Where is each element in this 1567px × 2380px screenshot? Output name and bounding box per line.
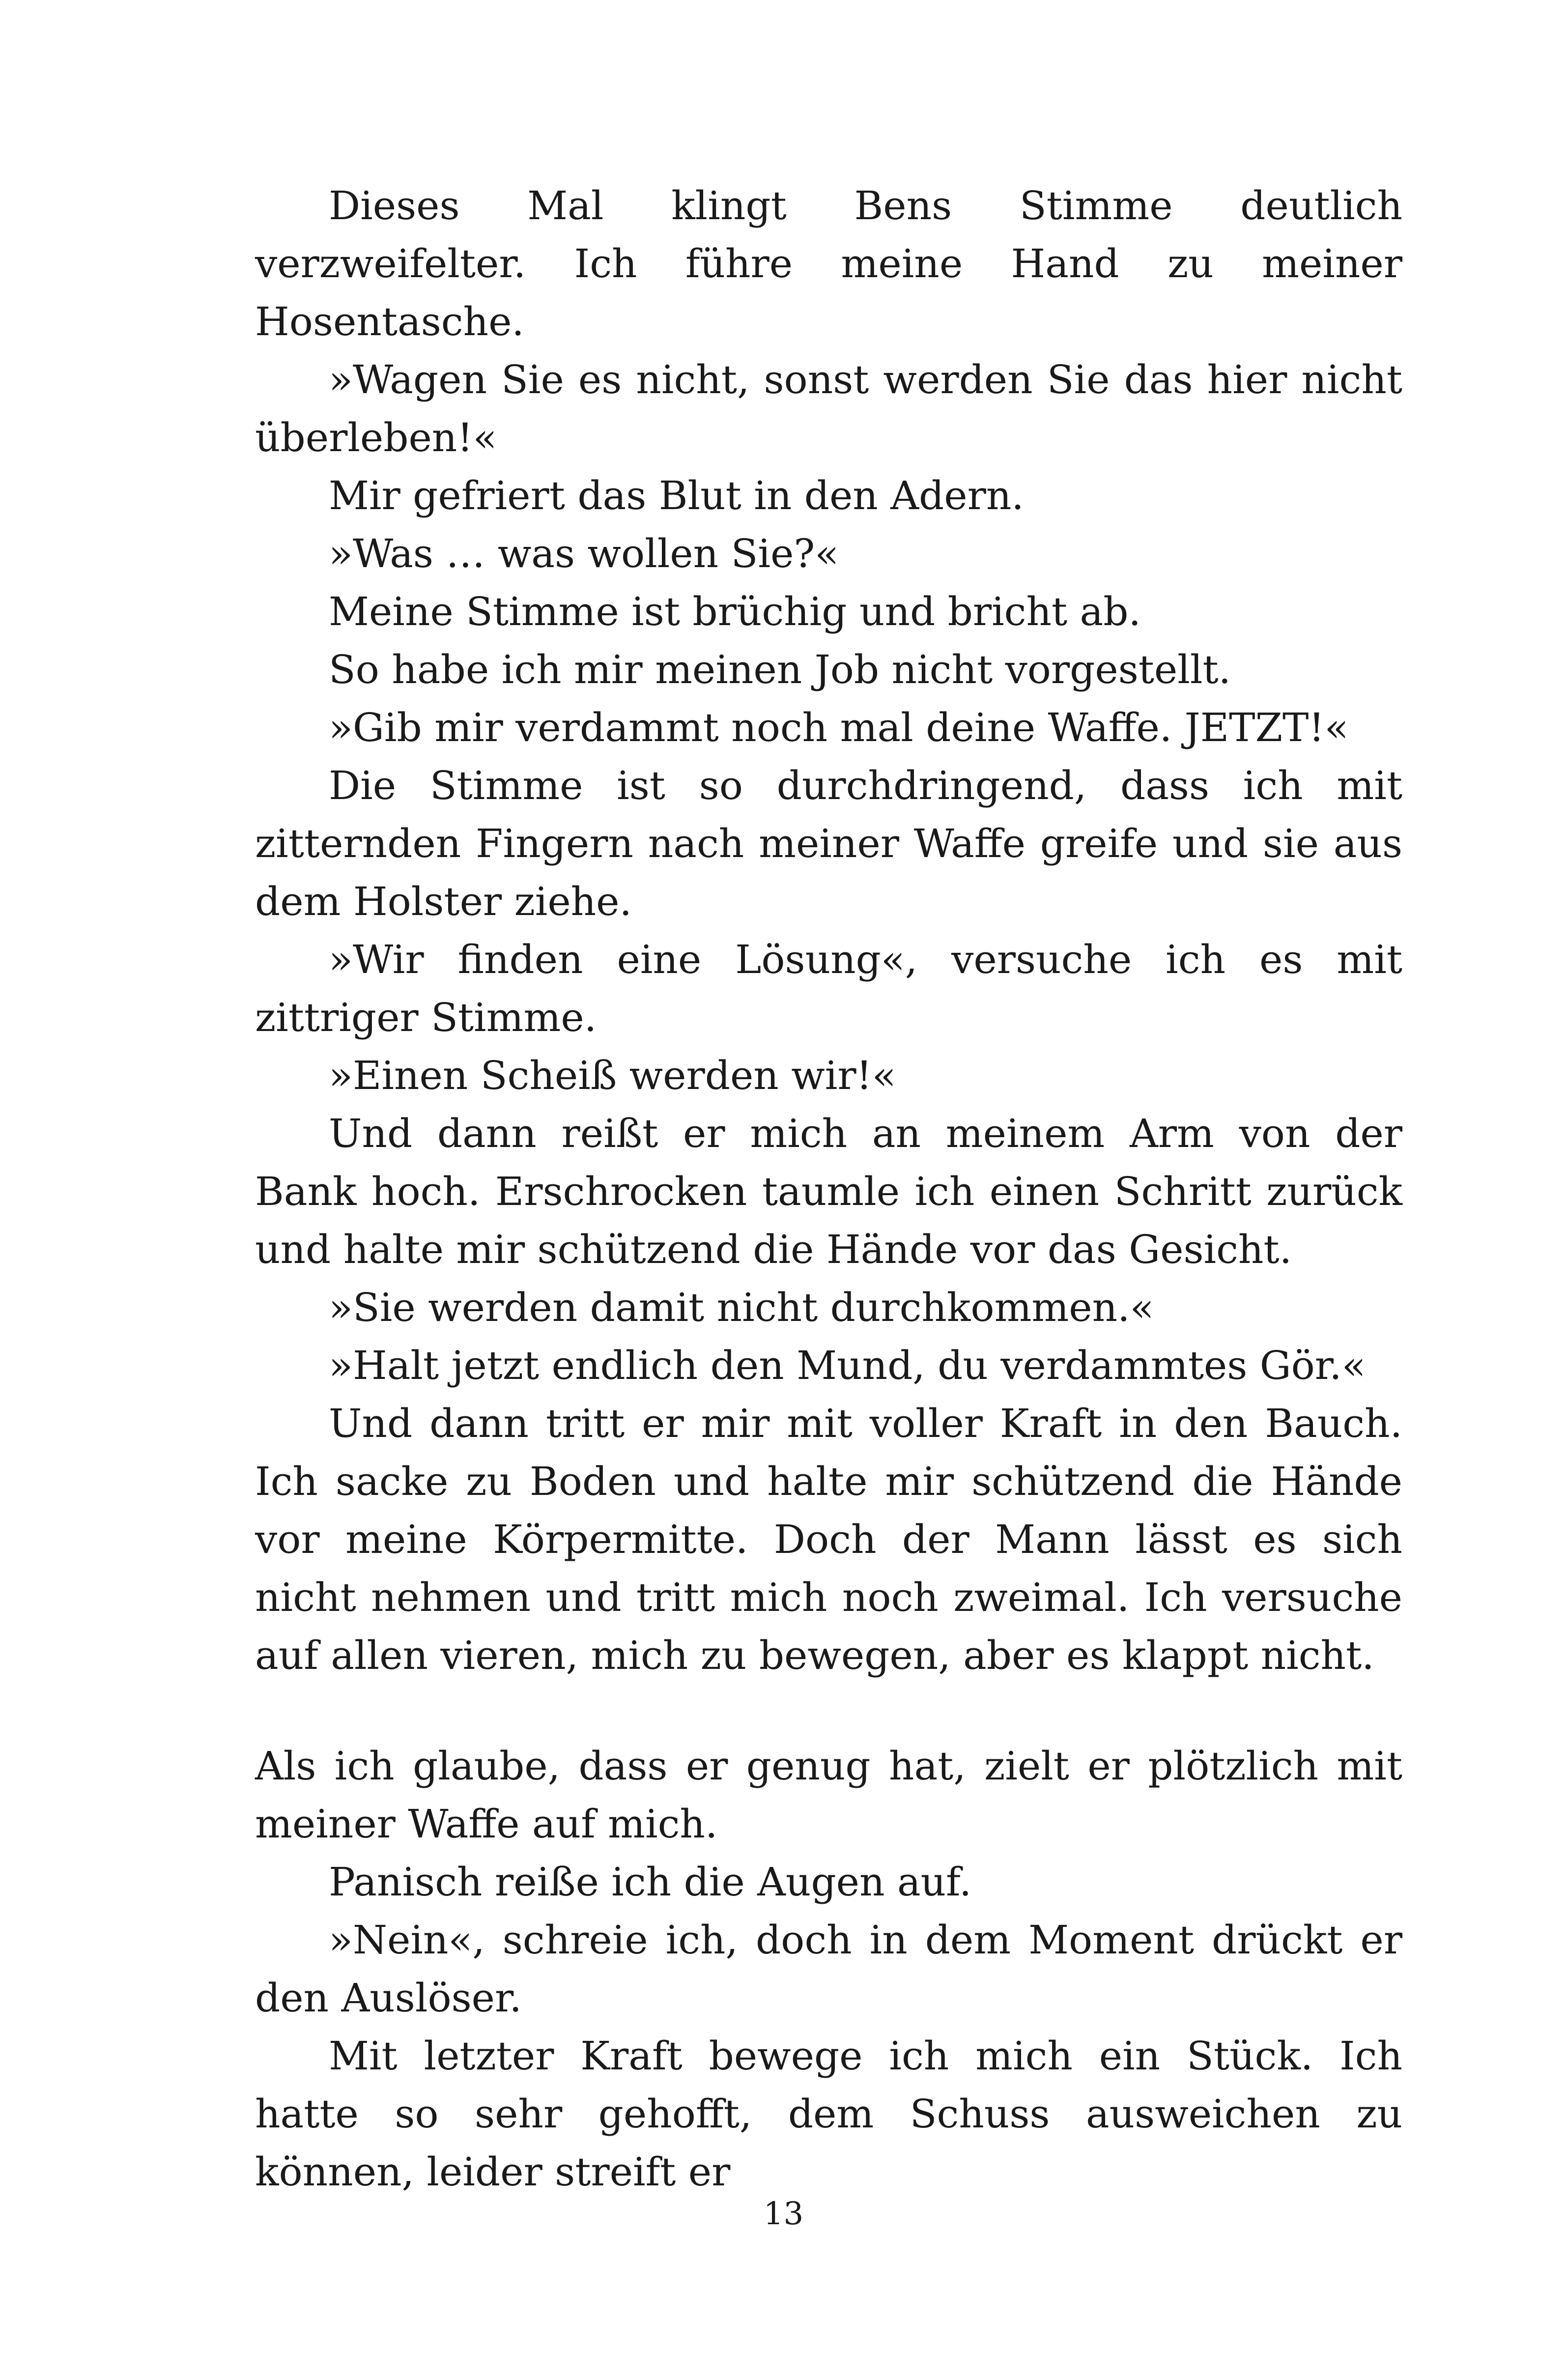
paragraph: Mir gefriert das Blut in den Adern.: [329, 473, 1024, 518]
paragraph: »Gib mir verdammt noch mal deine Waffe. JETZT!«: [329, 705, 1349, 750]
paragraph: »Halt jetzt endlich den Mund, du verdammtes Gör.«: [329, 1343, 1366, 1388]
paragraph: So habe ich mir meinen Job nicht vorgestellt.: [329, 647, 1231, 692]
paragraph: »Wir finden eine Lösung«, versuche ich es mit zittriger Stimme.: [255, 937, 1402, 1040]
paragraph: Meine Stimme ist brüchig und bricht ab.: [329, 589, 1141, 634]
paragraph: »Sie werden damit nicht durchkommen.«: [329, 1285, 1154, 1330]
paragraph: Die Stimme ist so durchdringend, dass ich mit zitternden Fingern nach meiner Waffe greife und sie aus dem Holster ziehe.: [255, 763, 1402, 924]
paragraph: Und dann reißt er mich an meinem Arm von der Bank hoch. Erschrocken taumle ich einen Schritt zurück und halte mir schützend die Hände vor das Gesicht.: [255, 1111, 1402, 1272]
paragraph: Mit letzter Kraft bewege ich mich ein Stück. Ich hatte so sehr gehofft, dem Schuss ausweichen zu können, leider streift er: [255, 2033, 1402, 2195]
text-section-1: [255, 177, 1402, 1685]
paragraph: »Wagen Sie es nicht, sonst werden Sie das hier nicht überleben!«: [255, 357, 1402, 460]
paragraph: Dieses Mal klingt Bens Stimme deutlich verzweifelter. Ich führe meine Hand zu meiner Hosentasche.: [255, 183, 1402, 344]
text-section-2: [255, 1737, 1402, 2201]
paragraph: Panisch reiße ich die Augen auf.: [329, 1859, 972, 1905]
paragraph: »Einen Scheiß werden wir!«: [329, 1053, 896, 1098]
paragraph: Und dann tritt er mir mit voller Kraft in den Bauch. Ich sacke zu Boden und halte mir schützend die Hände vor meine Körpermitte. Doch der Mann lässt es sich nicht nehmen und tritt mich noch zweimal. Ich versuche auf allen vieren, mich zu bewegen, aber es klappt nicht.: [255, 1401, 1402, 1678]
paragraph-first: Als ich glaube, dass er genug hat, zielt er plötzlich mit meiner Waffe auf mich.: [255, 1743, 1402, 1847]
page-number: 13: [763, 2196, 804, 2232]
paragraph: »Was … was wollen Sie?«: [329, 531, 839, 576]
paragraph: »Nein«, schreie ich, doch in dem Moment drückt er den Auslöser.: [255, 1917, 1402, 2021]
